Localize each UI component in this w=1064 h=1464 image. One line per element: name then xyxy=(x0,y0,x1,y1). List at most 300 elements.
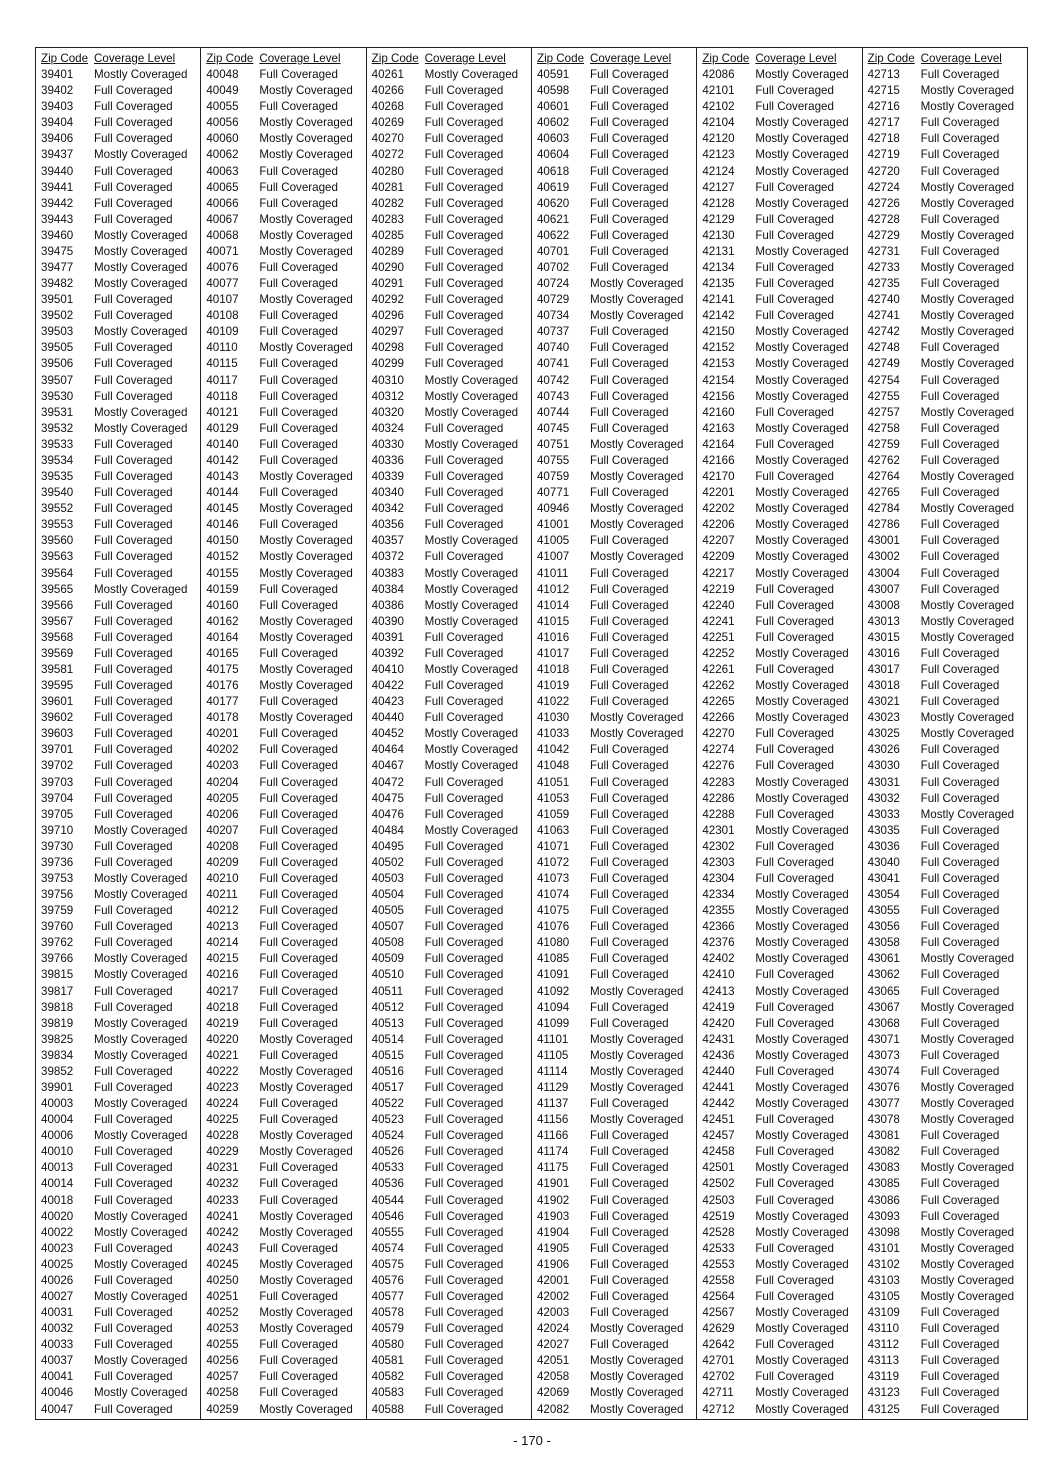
coverage-level-cell: Mostly Coveraged xyxy=(755,373,849,387)
coverage-level-cell: Full Coveraged xyxy=(755,630,834,644)
zip-code-cell: 39440 xyxy=(41,164,74,178)
coverage-level-cell: Full Coveraged xyxy=(424,1193,504,1207)
coverage-level-cell: Mostly Coveraged xyxy=(920,228,1015,242)
coverage-level-cell: Mostly Coveraged xyxy=(94,968,188,982)
zip-code-header: Zip Code xyxy=(41,52,89,65)
table-row xyxy=(532,984,696,1000)
coverage-level-cell: Full Coveraged xyxy=(920,1016,1000,1030)
table-row xyxy=(201,67,365,83)
table-row xyxy=(36,1096,200,1112)
coverage-level-cell: Full Coveraged xyxy=(94,920,173,934)
zip-code-cell: 41073 xyxy=(536,871,570,885)
zip-code-cell: 42503 xyxy=(702,1193,735,1207)
table-row xyxy=(532,164,696,180)
table-row xyxy=(863,517,1027,533)
zip-code-cell: 39482 xyxy=(41,277,74,291)
zip-code-cell: 40292 xyxy=(371,293,404,307)
zip-code-cell: 43103 xyxy=(867,1273,900,1287)
coverage-level-cell: Full Coveraged xyxy=(424,180,504,194)
table-row xyxy=(201,1209,365,1225)
table-row xyxy=(697,662,861,678)
coverage-level-cell: Full Coveraged xyxy=(94,341,173,355)
table-row xyxy=(36,196,200,212)
table-row xyxy=(367,1353,531,1369)
zip-code-cell: 40759 xyxy=(536,470,570,484)
coverage-level-cell: Full Coveraged xyxy=(589,341,669,355)
coverage-level-cell: Mostly Coveraged xyxy=(424,405,519,419)
table-row xyxy=(697,437,861,453)
coverage-level-cell: Full Coveraged xyxy=(755,470,834,484)
table-row xyxy=(36,807,200,823)
zip-code-cell: 40340 xyxy=(371,486,404,500)
coverage-level-cell: Full Coveraged xyxy=(424,357,504,371)
coverage-level-cell: Full Coveraged xyxy=(424,1322,504,1336)
coverage-level-cell: Full Coveraged xyxy=(259,277,338,291)
zip-code-cell: 39818 xyxy=(41,1000,74,1014)
table-row xyxy=(532,791,696,807)
coverage-level-cell: Full Coveraged xyxy=(755,743,834,757)
coverage-level-cell: Full Coveraged xyxy=(259,325,338,339)
coverage-level-cell: Full Coveraged xyxy=(94,1064,173,1078)
table-row xyxy=(532,1064,696,1080)
zip-code-cell: 39602 xyxy=(41,711,74,725)
coverage-level-cell: Mostly Coveraged xyxy=(920,598,1015,612)
zip-code-cell: 39825 xyxy=(41,1032,74,1046)
table-row xyxy=(201,147,365,163)
coverage-level-cell: Mostly Coveraged xyxy=(424,823,519,837)
coverage-level-cell: Mostly Coveraged xyxy=(755,325,849,339)
table-row xyxy=(36,356,200,372)
coverage-level-cell: Full Coveraged xyxy=(920,421,1000,435)
zip-code-cell: 39815 xyxy=(41,968,74,982)
zip-code-cell: 42207 xyxy=(702,534,735,548)
table-row xyxy=(863,984,1027,1000)
table-row xyxy=(863,1289,1027,1305)
coverage-level-cell: Full Coveraged xyxy=(755,293,834,307)
coverage-level-cell: Full Coveraged xyxy=(424,1370,504,1384)
zip-code-cell: 40580 xyxy=(371,1338,404,1352)
coverage-level-cell: Mostly Coveraged xyxy=(920,309,1015,323)
table-row xyxy=(697,1144,861,1160)
coverage-level-cell: Full Coveraged xyxy=(755,1193,834,1207)
zip-code-cell: 40060 xyxy=(206,132,239,146)
table-row xyxy=(863,469,1027,485)
table-row xyxy=(697,373,861,389)
zip-code-cell: 40202 xyxy=(206,743,239,757)
table-row xyxy=(863,292,1027,308)
coverage-level-cell: Full Coveraged xyxy=(424,984,504,998)
table-row xyxy=(532,855,696,871)
table-row xyxy=(697,292,861,308)
coverage-level-cell: Full Coveraged xyxy=(94,807,173,821)
zip-code-cell: 42163 xyxy=(702,421,735,435)
coverage-level-cell: Full Coveraged xyxy=(755,212,834,226)
coverage-level-cell: Full Coveraged xyxy=(94,839,173,853)
zip-code-cell: 42754 xyxy=(867,373,900,387)
table-row xyxy=(532,405,696,421)
zip-code-cell: 40250 xyxy=(206,1273,239,1287)
coverage-level-cell: Mostly Coveraged xyxy=(259,1322,353,1336)
zip-code-cell: 40604 xyxy=(536,148,570,162)
zip-code-cell: 41905 xyxy=(536,1241,570,1255)
zip-code-cell: 40502 xyxy=(371,855,404,869)
zip-code-cell: 42142 xyxy=(702,309,735,323)
coverage-level-cell: Mostly Coveraged xyxy=(920,1225,1015,1239)
coverage-level-cell: Full Coveraged xyxy=(259,437,338,451)
zip-code-cell: 40741 xyxy=(536,357,570,371)
coverage-level-cell: Mostly Coveraged xyxy=(755,1081,849,1094)
table-row xyxy=(36,726,200,742)
table-row xyxy=(367,566,531,582)
table-row xyxy=(863,630,1027,646)
coverage-level-cell: Full Coveraged xyxy=(424,325,504,339)
table-row xyxy=(863,324,1027,340)
coverage-level-cell: Mostly Coveraged xyxy=(424,598,519,612)
table-row xyxy=(532,1321,696,1337)
coverage-level-cell: Full Coveraged xyxy=(259,1370,338,1384)
zip-code-cell: 42129 xyxy=(702,212,735,226)
table-row xyxy=(367,1305,531,1321)
table-row xyxy=(36,533,200,549)
zip-code-cell: 43061 xyxy=(867,952,900,966)
coverage-level-cell: Full Coveraged xyxy=(94,1145,173,1159)
coverage-level-cell: Full Coveraged xyxy=(424,196,504,210)
coverage-level-cell: Full Coveraged xyxy=(424,518,504,532)
coverage-level-cell: Mostly Coveraged xyxy=(589,1032,684,1046)
zip-code-cell: 40117 xyxy=(206,373,238,387)
zip-code-cell: 40729 xyxy=(536,293,570,307)
zip-code-cell: 43078 xyxy=(867,1113,900,1127)
table-row xyxy=(367,1112,531,1128)
table-row xyxy=(863,566,1027,582)
zip-code-cell: 42160 xyxy=(702,405,735,419)
zip-code-cell: 40216 xyxy=(206,968,239,982)
coverage-level-cell: Full Coveraged xyxy=(259,743,338,757)
table-row xyxy=(532,1144,696,1160)
zip-code-cell: 43125 xyxy=(867,1402,900,1416)
zip-code-cell: 42720 xyxy=(867,164,900,178)
table-row xyxy=(697,405,861,421)
table-row xyxy=(201,131,365,147)
table-column xyxy=(696,48,861,1419)
zip-code-cell: 43036 xyxy=(867,839,900,853)
coverage-level-cell: Full Coveraged xyxy=(424,1402,504,1416)
coverage-table xyxy=(35,47,1028,1420)
zip-code-cell: 42166 xyxy=(702,453,735,467)
table-row xyxy=(532,1289,696,1305)
table-row xyxy=(863,1016,1027,1032)
coverage-level-cell: Full Coveraged xyxy=(259,1097,338,1111)
table-row xyxy=(201,373,365,389)
table-row xyxy=(863,678,1027,694)
coverage-level-cell: Full Coveraged xyxy=(589,534,669,548)
coverage-level-cell: Mostly Coveraged xyxy=(589,727,684,741)
table-row xyxy=(367,180,531,196)
zip-code-cell: 42102 xyxy=(702,100,735,114)
coverage-level-cell: Full Coveraged xyxy=(589,630,669,644)
coverage-level-header: Coverage Level xyxy=(259,52,341,65)
coverage-level-cell: Mostly Coveraged xyxy=(589,711,684,725)
zip-code-cell: 43068 xyxy=(867,1016,900,1030)
coverage-level-cell: Full Coveraged xyxy=(755,662,834,676)
table-row xyxy=(697,212,861,228)
coverage-level-cell: Full Coveraged xyxy=(589,871,669,885)
coverage-level-cell: Mostly Coveraged xyxy=(920,1241,1015,1255)
coverage-level-cell: Full Coveraged xyxy=(589,1000,669,1014)
table-row xyxy=(201,646,365,662)
coverage-level-cell: Mostly Coveraged xyxy=(94,1032,188,1046)
zip-code-cell: 40320 xyxy=(371,405,404,419)
coverage-level-cell: Mostly Coveraged xyxy=(94,1354,188,1368)
table-row xyxy=(367,1273,531,1289)
table-row xyxy=(367,775,531,791)
coverage-level-cell: Mostly Coveraged xyxy=(755,1032,849,1046)
coverage-level-cell: Mostly Coveraged xyxy=(589,1354,684,1368)
table-row xyxy=(697,1257,861,1273)
table-row xyxy=(697,244,861,260)
zip-code-header: Zip Code xyxy=(206,52,254,65)
table-row xyxy=(863,549,1027,565)
table-row xyxy=(367,115,531,131)
coverage-level-cell: Full Coveraged xyxy=(424,1129,504,1143)
table-row xyxy=(532,646,696,662)
coverage-level-cell: Full Coveraged xyxy=(920,1338,1000,1352)
coverage-level-cell: Full Coveraged xyxy=(589,1257,669,1271)
zip-code-cell: 43102 xyxy=(867,1257,900,1271)
zip-code-cell: 40533 xyxy=(371,1161,404,1175)
table-row xyxy=(36,903,200,919)
table-row xyxy=(201,678,365,694)
zip-code-cell: 39817 xyxy=(41,984,74,998)
coverage-level-cell: Mostly Coveraged xyxy=(424,373,519,387)
zip-code-cell: 39406 xyxy=(41,132,74,146)
zip-code-cell: 40257 xyxy=(206,1370,239,1384)
table-row xyxy=(863,196,1027,212)
coverage-level-cell: Mostly Coveraged xyxy=(94,1290,188,1304)
zip-code-cell: 40062 xyxy=(206,148,239,162)
table-row xyxy=(367,630,531,646)
table-row xyxy=(367,662,531,678)
coverage-level-cell: Full Coveraged xyxy=(920,695,1000,709)
table-row xyxy=(697,566,861,582)
table-row xyxy=(201,1160,365,1176)
table-row xyxy=(367,887,531,903)
table-row xyxy=(367,598,531,614)
zip-code-cell: 42733 xyxy=(867,261,900,275)
zip-code-cell: 42261 xyxy=(702,662,735,676)
table-row xyxy=(532,887,696,903)
zip-code-cell: 41071 xyxy=(536,839,570,853)
coverage-level-cell: Full Coveraged xyxy=(259,1016,338,1030)
coverage-level-cell: Mostly Coveraged xyxy=(920,952,1015,966)
zip-code-cell: 39533 xyxy=(41,437,74,451)
table-row xyxy=(367,1064,531,1080)
coverage-level-cell: Full Coveraged xyxy=(755,598,834,612)
coverage-level-cell: Full Coveraged xyxy=(424,84,504,98)
table-row xyxy=(367,582,531,598)
zip-code-cell: 40422 xyxy=(371,679,404,693)
table-row xyxy=(201,694,365,710)
zip-code-cell: 40270 xyxy=(371,132,404,146)
zip-code-cell: 43021 xyxy=(867,695,900,709)
coverage-level-cell: Full Coveraged xyxy=(424,1177,504,1191)
table-row xyxy=(863,437,1027,453)
coverage-level-cell: Full Coveraged xyxy=(259,839,338,853)
zip-code-cell: 40041 xyxy=(41,1370,74,1384)
table-row xyxy=(36,83,200,99)
table-row xyxy=(697,180,861,196)
zip-code-cell: 40047 xyxy=(41,1402,74,1416)
zip-code-cell: 43076 xyxy=(867,1081,900,1094)
zip-code-cell: 40162 xyxy=(206,614,239,628)
zip-code-cell: 40356 xyxy=(371,518,404,532)
coverage-level-cell: Full Coveraged xyxy=(259,1290,338,1304)
coverage-level-cell: Full Coveraged xyxy=(94,132,173,146)
coverage-level-cell: Mostly Coveraged xyxy=(920,180,1015,194)
zip-code-cell: 39603 xyxy=(41,727,74,741)
zip-code-cell: 39601 xyxy=(41,695,74,709)
table-row xyxy=(201,292,365,308)
table-row xyxy=(201,984,365,1000)
zip-code-header: Zip Code xyxy=(371,52,419,65)
coverage-level-cell: Full Coveraged xyxy=(424,1064,504,1078)
zip-code-cell: 42735 xyxy=(867,277,900,291)
zip-code-cell: 43016 xyxy=(867,646,900,660)
coverage-level-cell: Mostly Coveraged xyxy=(589,1402,684,1416)
table-row xyxy=(36,871,200,887)
zip-code-cell: 40282 xyxy=(371,196,404,210)
coverage-level-cell: Full Coveraged xyxy=(920,936,1000,950)
zip-code-cell: 43085 xyxy=(867,1177,900,1191)
table-row xyxy=(367,1000,531,1016)
zip-code-cell: 40743 xyxy=(536,389,570,403)
table-row xyxy=(201,1064,365,1080)
zip-code-cell: 43041 xyxy=(867,871,900,885)
table-row xyxy=(36,823,200,839)
coverage-level-cell: Full Coveraged xyxy=(259,261,338,275)
coverage-level-cell: Mostly Coveraged xyxy=(755,357,849,371)
zip-code-header: Zip Code xyxy=(867,52,915,65)
coverage-level-cell: Full Coveraged xyxy=(424,1209,504,1223)
coverage-level-header: Coverage Level xyxy=(94,52,176,65)
coverage-level-cell: Full Coveraged xyxy=(94,614,173,628)
table-row xyxy=(697,147,861,163)
zip-code-cell: 40452 xyxy=(371,727,404,741)
table-row xyxy=(532,1305,696,1321)
table-row xyxy=(697,678,861,694)
zip-code-cell: 42419 xyxy=(702,1000,735,1014)
coverage-level-cell: Full Coveraged xyxy=(94,855,173,869)
coverage-level-cell: Full Coveraged xyxy=(94,695,173,709)
zip-code-cell: 40223 xyxy=(206,1081,239,1094)
table-row xyxy=(697,1193,861,1209)
zip-code-cell: 42286 xyxy=(702,791,735,805)
table-row xyxy=(367,1193,531,1209)
table-column xyxy=(36,48,200,1419)
coverage-level-cell: Mostly Coveraged xyxy=(920,1000,1015,1014)
table-row xyxy=(863,389,1027,405)
table-row xyxy=(367,1096,531,1112)
table-row xyxy=(697,485,861,501)
coverage-level-cell: Full Coveraged xyxy=(259,1048,338,1062)
coverage-level-cell: Full Coveraged xyxy=(94,1113,173,1127)
coverage-level-cell: Full Coveraged xyxy=(424,888,504,902)
table-row xyxy=(863,115,1027,131)
table-row xyxy=(36,131,200,147)
table-row xyxy=(532,228,696,244)
zip-code-cell: 42726 xyxy=(867,196,900,210)
table-row xyxy=(36,1112,200,1128)
zip-code-cell: 39475 xyxy=(41,244,74,258)
table-row xyxy=(367,1080,531,1096)
table-row xyxy=(36,1337,200,1353)
coverage-level-cell: Mostly Coveraged xyxy=(589,309,684,323)
coverage-level-cell: Full Coveraged xyxy=(589,212,669,226)
coverage-level-cell: Full Coveraged xyxy=(424,502,504,516)
zip-code-cell: 42376 xyxy=(702,936,735,950)
zip-code-cell: 40280 xyxy=(371,164,404,178)
table-row xyxy=(532,1160,696,1176)
zip-code-cell: 42130 xyxy=(702,228,735,242)
zip-code-cell: 40204 xyxy=(206,775,239,789)
coverage-level-cell: Mostly Coveraged xyxy=(920,84,1015,98)
coverage-level-cell: Full Coveraged xyxy=(259,1177,338,1191)
table-row xyxy=(201,1305,365,1321)
zip-code-cell: 39506 xyxy=(41,357,74,371)
coverage-level-cell: Full Coveraged xyxy=(94,453,173,467)
table-row xyxy=(201,807,365,823)
zip-code-cell: 43033 xyxy=(867,807,900,821)
coverage-level-cell: Mostly Coveraged xyxy=(755,1386,849,1400)
table-row xyxy=(697,758,861,774)
coverage-level-cell: Mostly Coveraged xyxy=(259,132,353,146)
coverage-level-cell: Full Coveraged xyxy=(259,453,338,467)
zip-code-cell: 40219 xyxy=(206,1016,239,1030)
table-row xyxy=(697,1305,861,1321)
coverage-level-cell: Full Coveraged xyxy=(259,486,338,500)
table-row xyxy=(863,1080,1027,1096)
table-row xyxy=(863,903,1027,919)
zip-code-cell: 40145 xyxy=(206,502,239,516)
zip-code-cell: 42564 xyxy=(702,1290,735,1304)
zip-code-cell: 43031 xyxy=(867,775,900,789)
coverage-level-cell: Mostly Coveraged xyxy=(920,470,1015,484)
table-row xyxy=(36,678,200,694)
zip-code-cell: 40006 xyxy=(41,1129,74,1143)
coverage-level-cell: Full Coveraged xyxy=(424,1113,504,1127)
zip-code-cell: 39736 xyxy=(41,855,74,869)
coverage-level-cell: Mostly Coveraged xyxy=(920,325,1015,339)
coverage-level-cell: Full Coveraged xyxy=(94,116,173,130)
zip-code-cell: 42127 xyxy=(702,180,735,194)
table-row xyxy=(201,887,365,903)
coverage-level-cell: Full Coveraged xyxy=(424,228,504,242)
zip-code-cell: 41906 xyxy=(536,1257,570,1271)
zip-code-cell: 42154 xyxy=(702,373,735,387)
zip-code-cell: 40524 xyxy=(371,1129,404,1143)
table-row xyxy=(532,244,696,260)
table-row xyxy=(367,1160,531,1176)
table-row xyxy=(697,1080,861,1096)
coverage-level-cell: Mostly Coveraged xyxy=(259,228,353,242)
zip-code-cell: 41156 xyxy=(536,1113,569,1127)
coverage-level-cell: Mostly Coveraged xyxy=(94,244,188,258)
table-row xyxy=(532,308,696,324)
coverage-level-cell: Mostly Coveraged xyxy=(259,341,353,355)
coverage-level-cell: Mostly Coveraged xyxy=(424,759,519,773)
table-row xyxy=(201,582,365,598)
zip-code-cell: 40555 xyxy=(371,1225,404,1239)
